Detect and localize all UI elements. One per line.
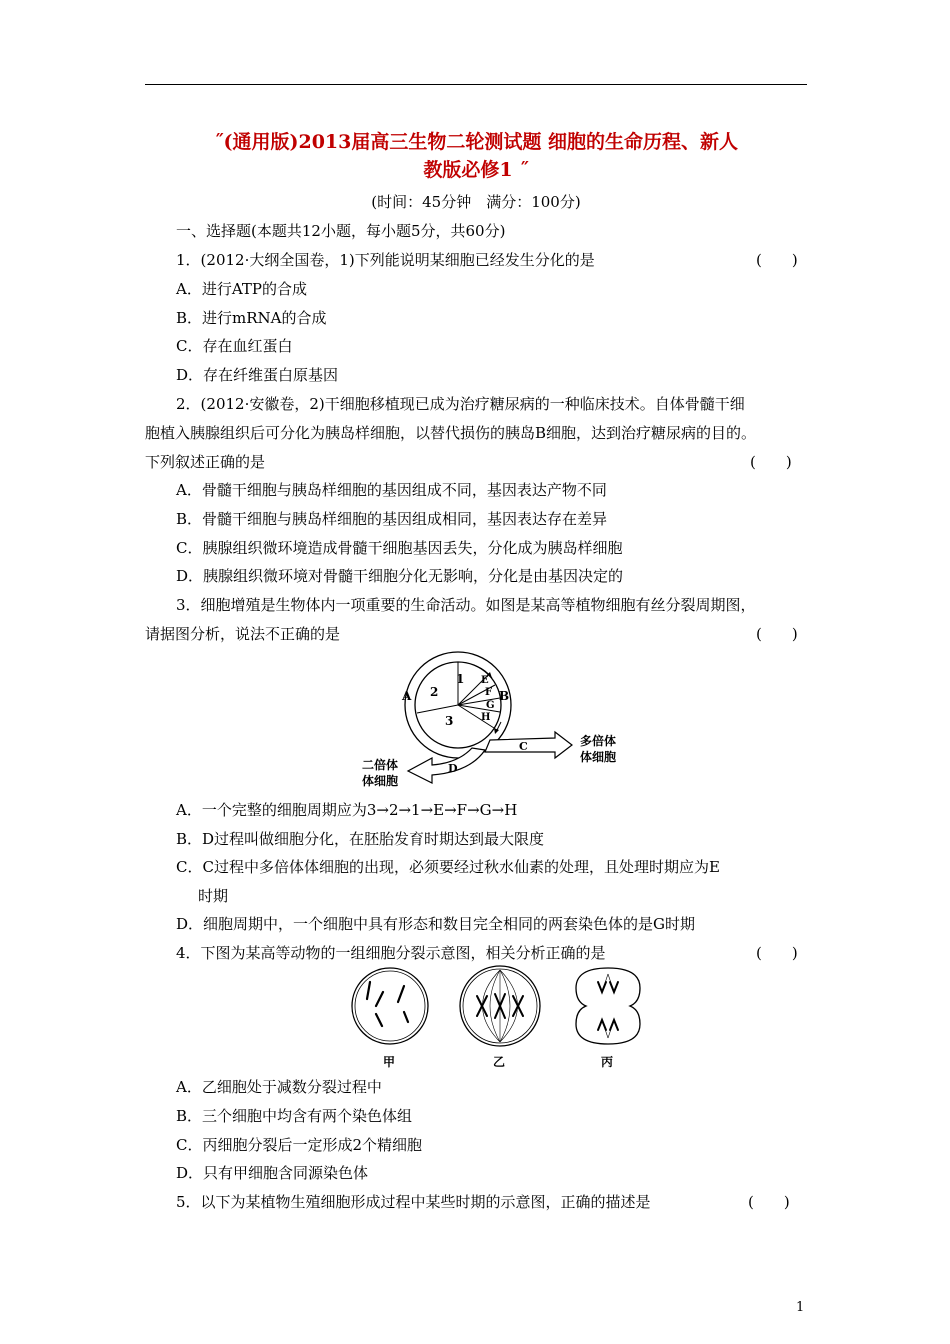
cell-cycle-diagram <box>360 650 630 800</box>
sector-label-2: 2 <box>430 685 439 699</box>
q4-option-d: D．只有甲细胞含同源染色体 <box>176 1164 369 1182</box>
q2-answer-paren: ( ) <box>750 453 792 471</box>
sector-label-e: E <box>481 675 489 686</box>
sector-label-g: G <box>486 700 495 711</box>
q4-option-a: A．乙细胞处于减数分裂过程中 <box>176 1078 382 1096</box>
q3-option-b: B．D过程叫做细胞分化，在胚胎发育时期达到最大限度 <box>176 830 545 848</box>
q4-answer-paren: ( ) <box>756 944 798 962</box>
section-heading: 一、选择题(本题共12小题，每小题5分，共60分) <box>176 222 506 240</box>
sector-label-1: 1 <box>456 672 465 686</box>
sector-label-f: F <box>485 687 493 698</box>
polyploid-label-1: 多倍体 <box>580 734 617 748</box>
title-line-1: ˝(通用版)2013届高三生物二轮测试题 细胞的生命历程、新人 <box>214 131 738 153</box>
q2-stem-line-1: 2．(2012·安徽卷，2)干细胞移植现已成为治疗糖尿病的一种临床技术。自体骨髓干细 <box>176 395 745 413</box>
q4-option-b: B．三个细胞中均含有两个染色体组 <box>176 1107 413 1125</box>
q2-stem-line-3: 下列叙述正确的是 <box>145 453 266 471</box>
q1-option-a: A．进行ATP的合成 <box>176 280 307 298</box>
sector-label-3: 3 <box>445 714 454 728</box>
header-rule <box>145 84 807 85</box>
cell-division-diagram <box>340 964 670 1072</box>
arrow-label-c: C <box>519 740 528 753</box>
q3-stem-line-1: 3．细胞增殖是生物体内一项重要的生命活动。如图是某高等植物细胞有丝分裂周期图， <box>176 596 756 614</box>
q2-option-d: D．胰腺组织微环境对骨髓干细胞分化无影响，分化是由基因决定的 <box>176 567 624 585</box>
page-number: 1 <box>796 1300 805 1315</box>
exam-meta: (时间：45分钟 满分：100分) <box>371 193 581 211</box>
q4-option-c: C．丙细胞分裂后一定形成2个精细胞 <box>176 1136 423 1154</box>
side-label-b: B <box>499 689 510 703</box>
q3-option-c: C．C过程中多倍体体细胞的出现，必须要经过秋水仙素的处理，且处理时期应为E <box>176 858 720 876</box>
q2-stem-line-2: 胞植入胰腺组织后可分化为胰岛样细胞，以替代损伤的胰岛B细胞，达到治疗糖尿病的目的。 <box>145 424 757 442</box>
q5-answer-paren: ( ) <box>748 1193 790 1211</box>
q1-stem: 1．(2012·大纲全国卷，1)下列能说明某细胞已经发生分化的是 <box>176 251 595 269</box>
q3-option-d: D．细胞周期中，一个细胞中具有形态和数目完全相同的两套染色体的是G时期 <box>176 915 696 933</box>
sector-label-h: H <box>481 712 491 723</box>
q3-stem-line-2: 请据图分析，说法不正确的是 <box>145 625 341 643</box>
q4-stem: 4．下图为某高等动物的一组细胞分裂示意图，相关分析正确的是 <box>176 944 606 962</box>
diploid-label-1: 二倍体 <box>362 758 399 772</box>
q2-option-a: A．骨髓干细胞与胰岛样细胞的基因组成不同，基因表达产物不同 <box>176 481 607 499</box>
cell-label-bing: 丙 <box>601 1055 614 1069</box>
q1-option-d: D．存在纤维蛋白原基因 <box>176 366 339 384</box>
q5-stem: 5．以下为某植物生殖细胞形成过程中某些时期的示意图，正确的描述是 <box>176 1193 651 1211</box>
q2-option-c: C．胰腺组织微环境造成骨髓干细胞基因丢失，分化成为胰岛样细胞 <box>176 539 623 557</box>
diploid-label-2: 体细胞 <box>362 774 399 788</box>
ring-label-a: A <box>402 689 412 703</box>
q3-answer-paren: ( ) <box>756 625 798 643</box>
q2-option-b: B．骨髓干细胞与胰岛样细胞的基因组成相同，基因表达存在差异 <box>176 510 608 528</box>
q1-option-c: C．存在血红蛋白 <box>176 337 293 355</box>
q1-answer-paren: ( ) <box>756 251 798 269</box>
cell-label-jia: 甲 <box>383 1055 396 1069</box>
q3-option-c-continued: 时期 <box>198 887 229 905</box>
cell-label-yi: 乙 <box>493 1055 506 1069</box>
arrow-label-d: D <box>448 762 458 775</box>
polyploid-label-2: 体细胞 <box>580 750 617 764</box>
q3-option-a: A．一个完整的细胞周期应为3→2→1→E→F→G→H <box>176 801 518 819</box>
q1-option-b: B．进行mRNA的合成 <box>176 309 327 327</box>
title-line-2: 教版必修1 ˝ <box>423 159 529 181</box>
